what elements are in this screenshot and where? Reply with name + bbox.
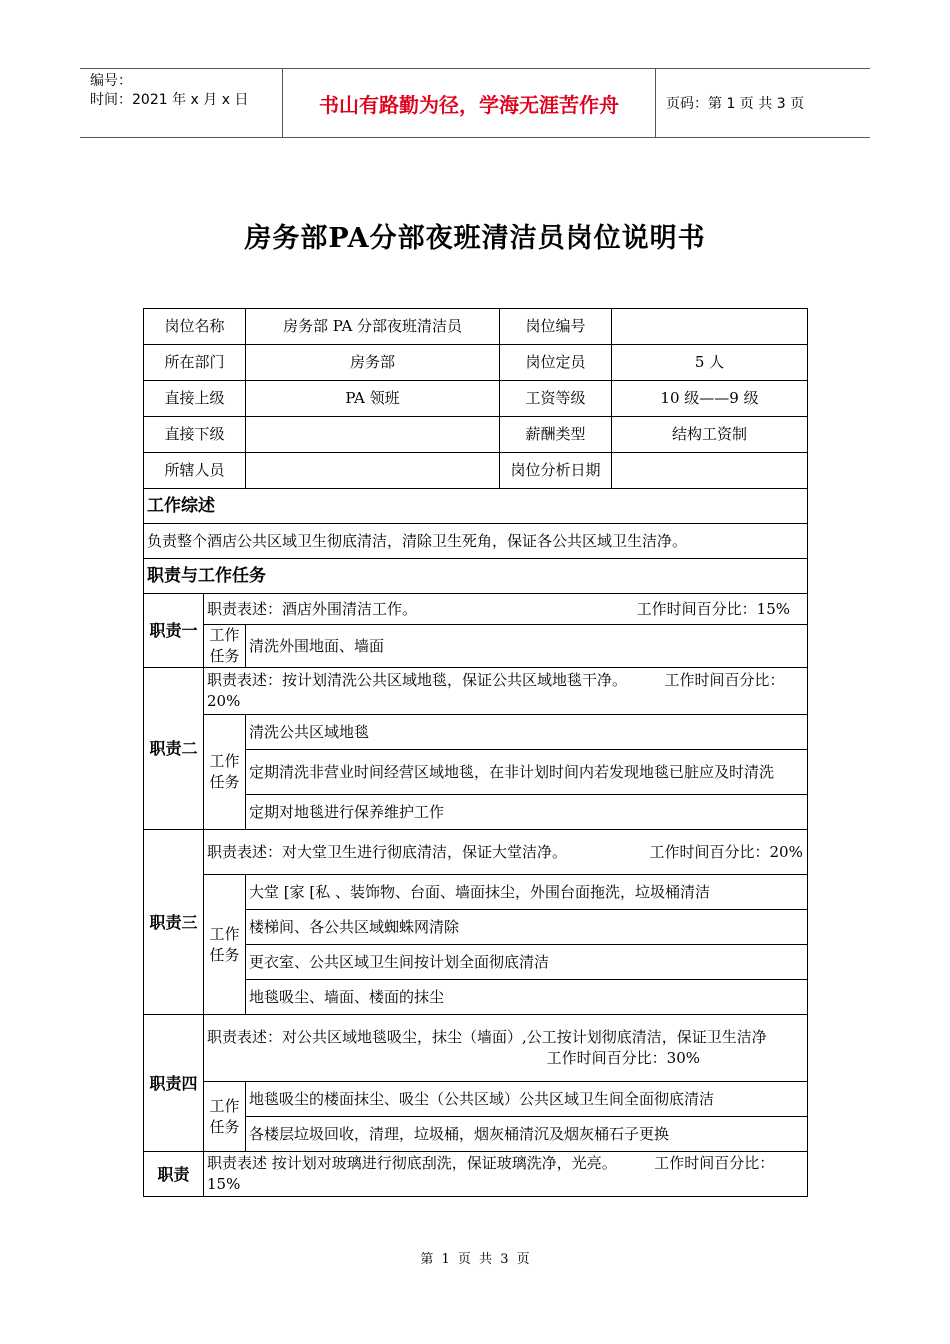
task-item: 定期清洗非营业时间经营区域地毯，在非计划时间内若发现地毯已脏应及时清洗 [246,750,808,795]
info-value: 房务部 PA 分部夜班清洁员 [246,309,500,345]
page-header [80,68,870,138]
header-motto: 书山有路勤为径，学海无涯苦作舟 [282,69,656,137]
task-item: 更衣室、公共区域卫生间按计划全面彻底清洁 [246,945,808,980]
page-footer: 第 1 页 共 3 页 [420,1252,530,1267]
task-item: 地毯吸尘的楼面抹尘、吸尘（公共区域）公共区域卫生间全面彻底清洁 [246,1082,808,1117]
info-row [144,345,808,381]
summary-title: 工作综述 [144,489,808,524]
info-key: 岗位定员 [500,345,612,381]
info-value [246,417,500,453]
task-item: 清洗公共区域地毯 [246,715,808,750]
task-item: 楼梯间、各公共区域蜘蛛网清除 [246,910,808,945]
info-key: 直接上级 [144,381,246,417]
info-row [144,453,808,489]
info-row [144,309,808,345]
info-value: 5 人 [612,345,808,381]
info-key: 岗位分析日期 [500,453,612,489]
duty-label: 职责 [144,1152,204,1197]
time-label: 时间：2021 年 x 月 x 日 [90,92,249,108]
task-label: 工作任务 [204,715,246,830]
info-key: 直接下级 [144,417,246,453]
info-value [612,309,808,345]
info-key: 所在部门 [144,345,246,381]
duty-description: 职责表述：按计划清洗公共区域地毯，保证公共区域地毯干净。 工作时间百分比：20% [204,668,808,715]
duty-description [204,594,808,625]
duty-label: 职责三 [144,830,204,1015]
info-key: 工资等级 [500,381,612,417]
duty-label: 职责一 [144,594,204,668]
info-key: 薪酬类型 [500,417,612,453]
duty-time-percent: 工作时间百分比：30% [546,1049,701,1067]
info-value [612,453,808,489]
job-description-table [143,308,808,1197]
task-item: 大堂 [家 [私 、装饰物、台面、墙面抹尘，外围台面拖洗，垃圾桶清洁 [246,875,808,910]
info-key: 岗位名称 [144,309,246,345]
number-label: 编号： [90,73,132,89]
info-value: 房务部 [246,345,500,381]
duty-time-percent: 工作时间百分比：15% [636,599,791,618]
info-value [246,453,500,489]
info-value: 10 级——9 级 [612,381,808,417]
task-item: 各楼层垃圾回收，清理，垃圾桶，烟灰桶清沉及烟灰桶石子更换 [246,1117,808,1152]
duty-label: 职责二 [144,668,204,830]
task-label: 工作任务 [204,875,246,1015]
duty-description [204,1015,808,1082]
info-row [144,417,808,453]
document-title: 房务部PA分部夜班清洁员岗位说明书 [244,223,706,254]
task-item: 定期对地毯进行保养维护工作 [246,795,808,830]
info-key: 岗位编号 [500,309,612,345]
header-page-label: 页码：第 1 页 共 3 页 [666,96,805,112]
duty-label: 职责四 [144,1015,204,1152]
task-label: 工作任务 [204,625,246,668]
info-row [144,381,808,417]
info-key: 所辖人员 [144,453,246,489]
duty-description-text: 职责表述：对公共区域地毯吸尘，抹尘（墙面）,公工按计划彻底清洁，保证卫生洁净 [207,1028,767,1046]
summary-text: 负责整个酒店公共区域卫生彻底清洁，清除卫生死角，保证各公共区域卫生洁净。 [144,524,808,559]
duty-description: 职责表述 按计划对玻璃进行彻底刮洗，保证玻璃洗净，光亮。 工作时间百分比：15% [204,1152,808,1197]
task-label: 工作任务 [204,1082,246,1152]
info-value: PA 领班 [246,381,500,417]
duty-description-text: 职责表述：酒店外围清洁工作。 [207,599,418,618]
info-value: 结构工资制 [612,417,808,453]
duty-description: 职责表述：对大堂卫生进行彻底清洁，保证大堂洁净。 工作时间百分比：20% [204,830,808,875]
task-item: 地毯吸尘、墙面、楼面的抹尘 [246,980,808,1015]
header-meta [80,69,282,137]
duties-title: 职责与工作任务 [144,559,808,594]
task-item: 清洗外围地面、墙面 [246,625,808,668]
